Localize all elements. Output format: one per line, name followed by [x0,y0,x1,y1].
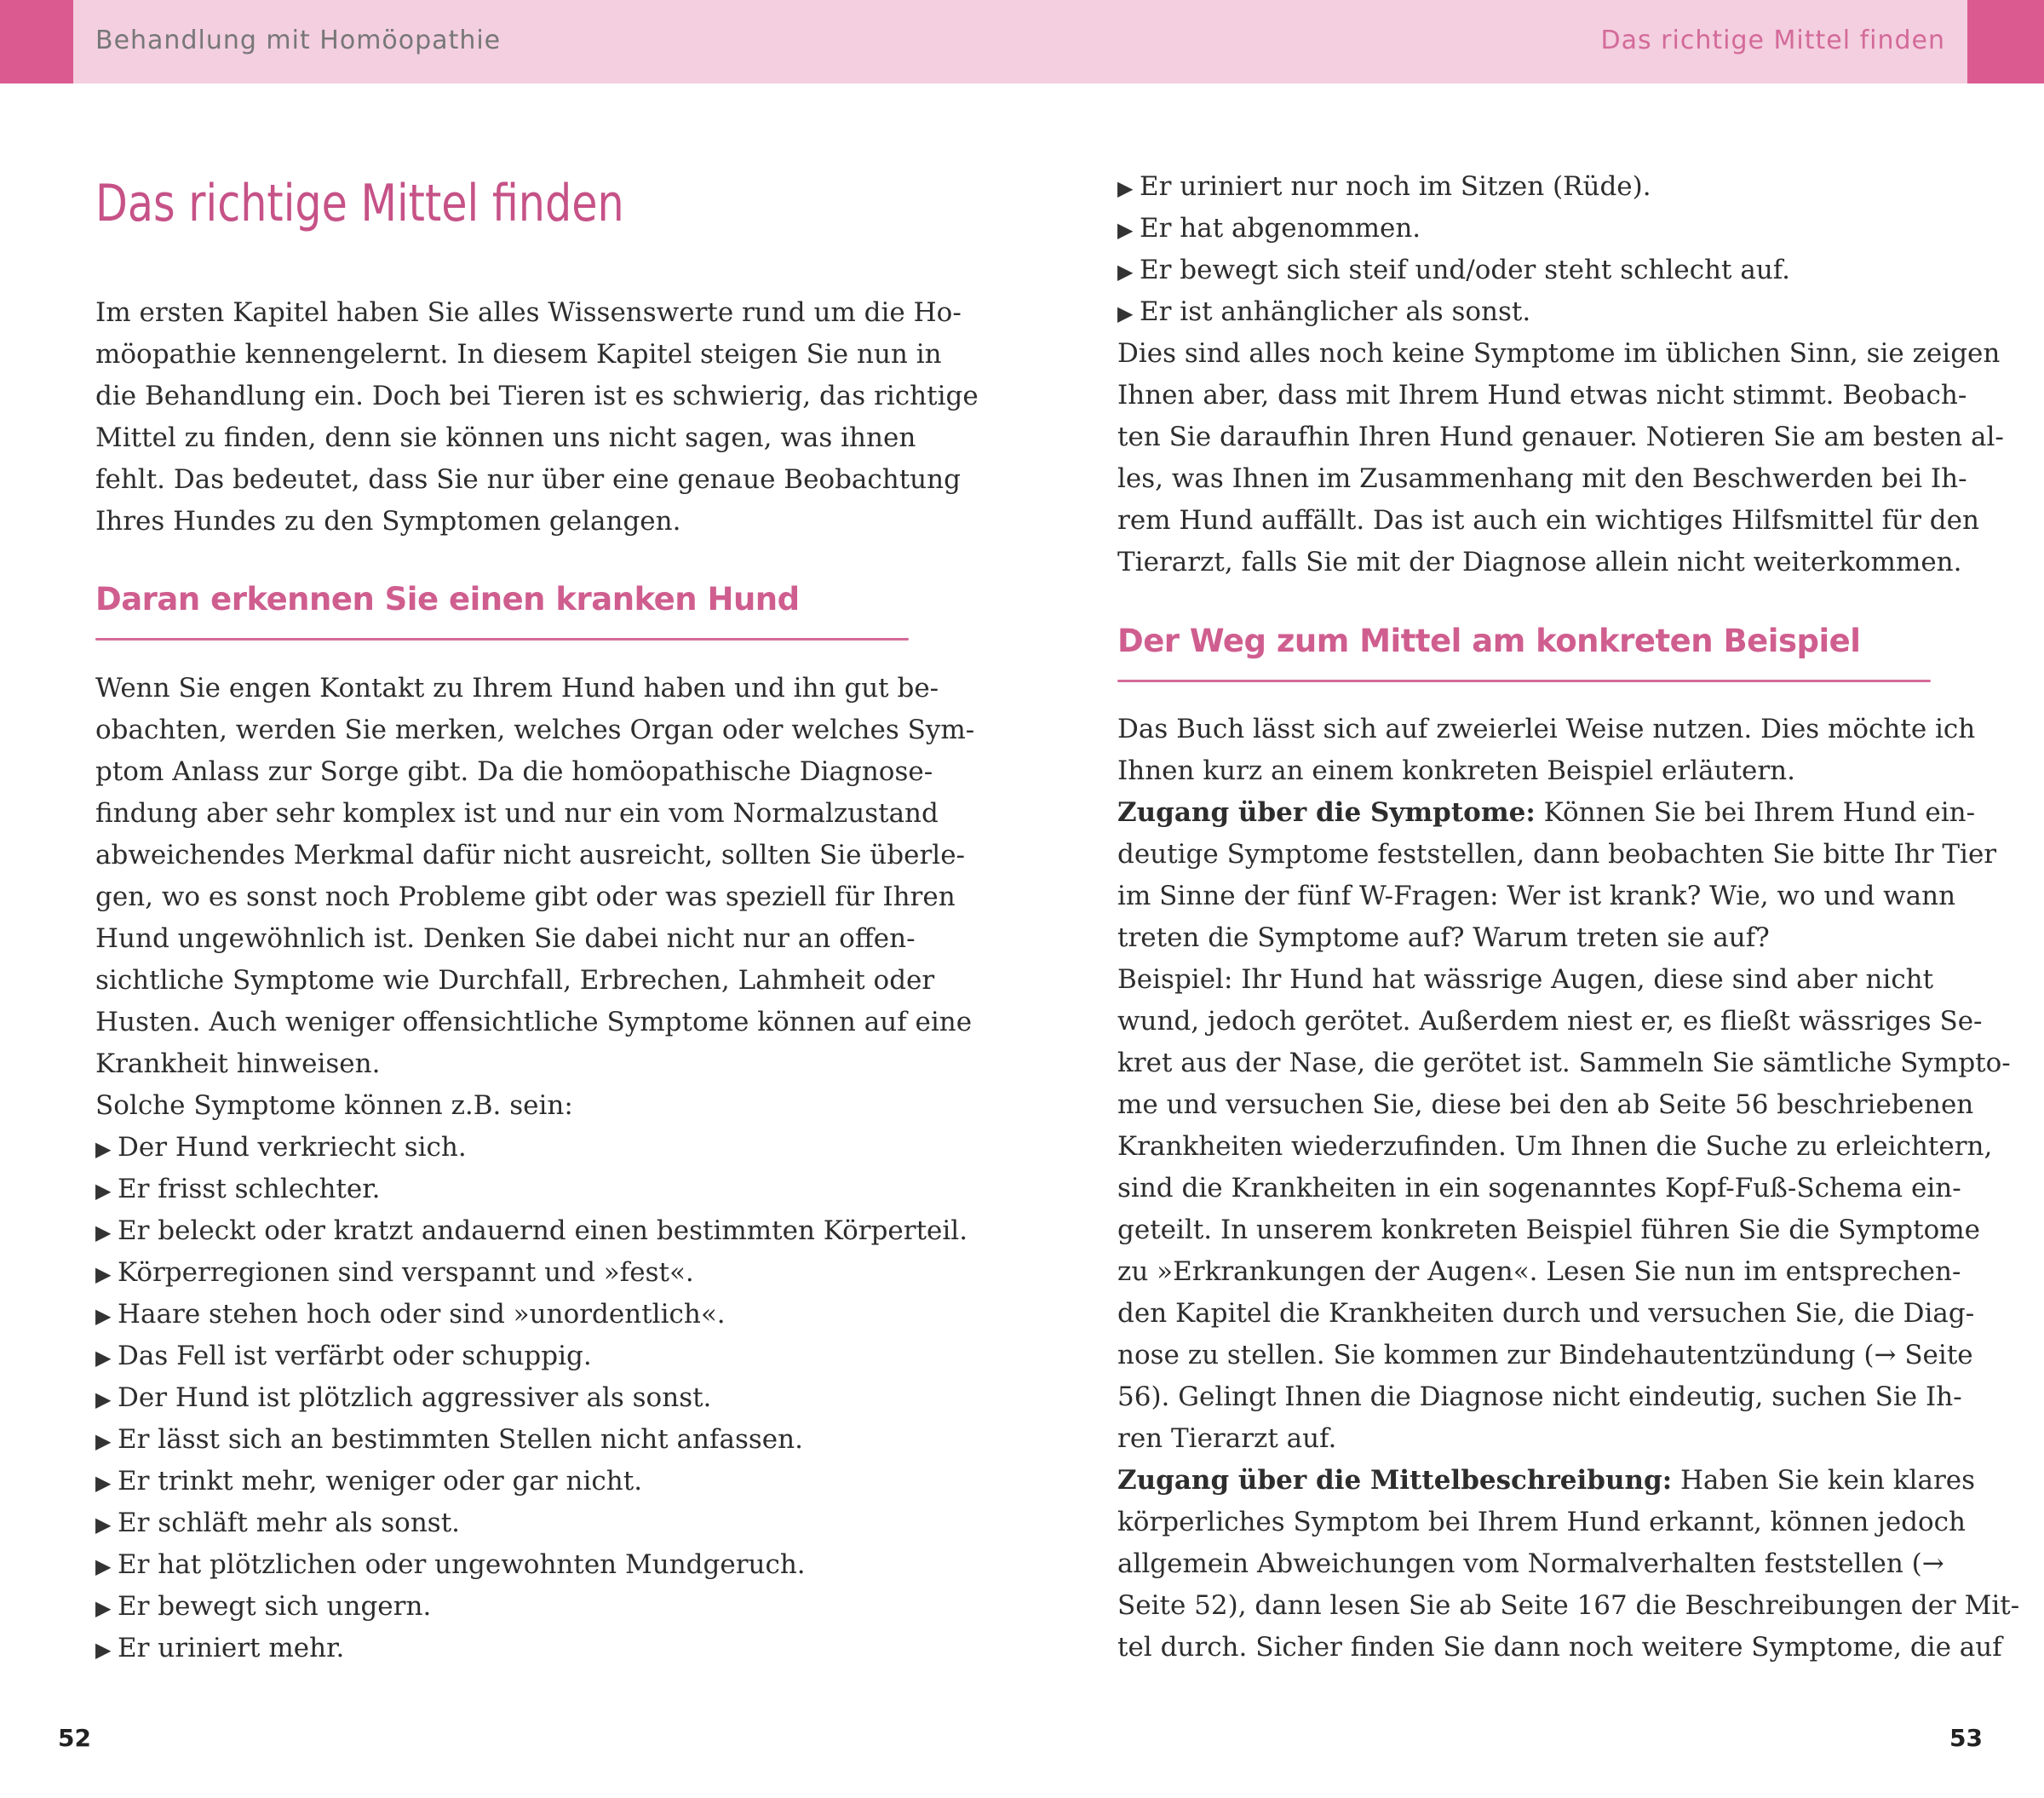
triangle-bullet-icon: ▶ [1117,218,1134,242]
text-line: Husten. Auch weniger offensichtliche Symptome können auf eine [95,1007,973,1037]
list-item: ▶ Er bewegt sich ungern. [95,1586,939,1628]
triangle-bullet-icon: ▶ [95,1596,112,1620]
list-item: ▶ Er hat plötzlichen oder ungewohnten Mundgeruch. [95,1544,939,1586]
triangle-bullet-icon: ▶ [95,1638,112,1662]
text-line: Ihnen aber, dass mit Ihrem Hund etwas nicht stimmt. Beobach- [1117,380,1967,411]
text-line: tel durch. Sicher finden Sie dann noch weitere Symptome, die auf [1117,1632,2002,1663]
list-item: ▶ Er beleckt oder kratzt andauernd einen bestimmten Körperteil. [95,1210,939,1252]
text-line: Ihres Hundes zu den Symptomen gelangen. [95,506,681,537]
text-line: abweichendes Merkmal dafür nicht ausreicht, sollten Sie überle- [95,840,966,870]
text-line: den Kapitel die Krankheiten durch und versuchen Sie, die Diag- [1117,1298,1975,1329]
text-line: im Sinne der fünf W-Fragen: Wer ist krank? Wie, wo und wann [1117,881,1956,911]
text-line: ten Sie daraufhin Ihren Hund genauer. Notieren Sie am besten al- [1117,422,2004,452]
text-line: allgemein Abweichungen vom Normalverhalten feststellen (→ [1117,1548,1944,1579]
list-item: ▶ Er schläft mehr als sonst. [95,1502,939,1544]
header-edge-right [1967,0,2044,83]
text-line: Seite 52), dann lesen Sie ab Seite 167 die Beschreibungen der Mit- [1117,1590,2020,1621]
text-line: Hund ungewöhnlich ist. Denken Sie dabei nicht nur an offen- [95,923,916,954]
text-line: Ihnen kurz an einem konkreten Beispiel erläutern. [1117,755,1795,786]
list-item: ▶ Er uriniert mehr. [95,1628,939,1669]
text-line: geteilt. In unserem konkreten Beispiel führen Sie die Symptome [1117,1215,1981,1245]
access-remedy-lead: Zugang über die Mittelbeschreibung: Haben Sie kein klares [1117,1465,1976,1496]
text-line: kret aus der Nase, die gerötet ist. Sammeln Sie sämtliche Sympto- [1117,1048,2011,1078]
text-line: wund, jedoch gerötet. Außerdem niest er, es fließt wässriges Se- [1117,1006,1983,1037]
text-line: Wenn Sie engen Kontakt zu Ihrem Hund haben und ihn gut be- [95,673,939,704]
text-line: Dies sind alles noch keine Symptome im üblichen Sinn, sie zeigen [1117,338,2001,369]
access-symptoms-lead: Zugang über die Symptome: Können Sie bei Ihrem Hund ein- [1117,797,1976,828]
list-item: ▶ Körperregionen sind verspannt und »fest«. [95,1252,939,1294]
header-edge-left [0,0,73,83]
heading-rule [1117,680,1931,682]
triangle-bullet-icon: ▶ [95,1387,112,1411]
symptom-list [95,1127,968,1669]
intro-paragraph [95,292,979,543]
triangle-bullet-icon: ▶ [95,1554,112,1578]
list-item: ▶ Er trinkt mehr, weniger oder gar nicht. [95,1461,939,1502]
method-paragraphs [1117,709,2020,1669]
triangle-bullet-icon: ▶ [1117,260,1134,284]
text-line: Solche Symptome können z.B. sein: [95,1090,573,1121]
text-line: ptom Anlass zur Sorge gibt. Da die homöopathische Diagnose- [95,756,933,787]
list-item: ▶ Der Hund verkriecht sich. [95,1127,939,1169]
text-line: sichtliche Symptome wie Durchfall, Erbrechen, Lahmheit oder [95,965,935,996]
text-line: die Behandlung ein. Doch bei Tieren ist es schwierig, das richtige [95,381,979,411]
text-line: sind die Krankheiten in ein sogenanntes Kopf-Fuß-Schema ein- [1117,1173,1961,1203]
text-line: Im ersten Kapitel haben Sie alles Wissenswerte rund um die Ho- [95,297,962,328]
triangle-bullet-icon: ▶ [95,1137,112,1161]
text-line: Krankheit hinweisen. [95,1048,381,1079]
text-line: findung aber sehr komplex ist und nur ein vom Normalzustand [95,798,939,829]
triangle-bullet-icon: ▶ [1117,302,1134,325]
text-line: gen, wo es sonst noch Probleme gibt oder was speziell für Ihren [95,882,956,912]
page-number-right: 53 [1949,1724,1983,1752]
list-item: ▶ Das Fell ist verfärbt oder schuppig. [95,1336,939,1377]
triangle-bullet-icon: ▶ [95,1346,112,1370]
triangle-bullet-icon: ▶ [95,1304,112,1328]
list-item: ▶ Er bewegt sich steif und/oder steht schlecht auf. [1117,250,1961,291]
section-heading: Der Weg zum Mittel am konkreten Beispiel [1117,623,1861,659]
list-item: ▶ Er uriniert nur noch im Sitzen (Rüde). [1117,166,1961,208]
text-line: ren Tierarzt auf. [1117,1423,1337,1454]
list-item: ▶ Der Hund ist plötzlich aggressiver als sonst. [95,1377,939,1419]
text-line: Mittel zu finden, denn sie können uns nicht sagen, was ihnen [95,422,916,453]
text-line: Tierarzt, falls Sie mit der Diagnose allein nicht weiterkommen. [1117,547,1962,577]
triangle-bullet-icon: ▶ [1117,176,1134,200]
text-line: Das Buch lässt sich auf zweierlei Weise nutzen. Dies möchte ich [1117,714,1976,744]
header-section-title: Das richtige Mittel finden [1600,26,1945,55]
text-line: obachten, werden Sie merken, welches Organ oder welches Sym- [95,715,975,745]
text-line: fehlt. Das bedeutet, dass Sie nur über eine genaue Beobachtung [95,464,961,495]
triangle-bullet-icon: ▶ [95,1179,112,1203]
list-item: ▶ Er ist anhänglicher als sonst. [1117,291,1961,333]
triangle-bullet-icon: ▶ [95,1513,112,1537]
triangle-bullet-icon: ▶ [95,1221,112,1244]
text-line: les, was Ihnen im Zusammenhang mit den Beschwerden bei Ih- [1117,463,1967,494]
heading-rule [95,638,909,641]
continued-list [1117,166,2004,583]
text-line: Krankheiten wiederzufinden. Um Ihnen die Suche zu erleichtern, [1117,1131,1993,1162]
text-line: Beispiel: Ihr Hund hat wässrige Augen, diese sind aber nicht [1117,964,1934,995]
text-line: deutige Symptome feststellen, dann beobachten Sie bitte Ihr Tier [1117,839,1997,870]
text-line: rem Hund auffällt. Das ist auch ein wichtiges Hilfsmittel für den [1117,505,1979,536]
list-item: ▶ Er lässt sich an bestimmten Stellen nicht anfassen. [95,1419,939,1461]
list-item: ▶ Haare stehen hoch oder sind »unordentlich«. [95,1294,939,1336]
triangle-bullet-icon: ▶ [95,1471,112,1495]
page-title: Das richtige Mittel finden [95,174,624,233]
access-remedy-label: Zugang über die Mittelbeschreibung: [1117,1465,1673,1496]
page-number-left: 52 [58,1724,91,1752]
text-line: me und versuchen Sie, diese bei den ab Seite 56 beschriebenen [1117,1089,1974,1120]
triangle-bullet-icon: ▶ [95,1262,112,1286]
access-symptoms-label: Zugang über die Symptome: [1117,797,1536,828]
text-line: möopathie kennengelernt. In diesem Kapitel steigen Sie nun in [95,339,942,370]
text-line: 56). Gelingt Ihnen die Diagnose nicht eindeutig, suchen Sie Ih- [1117,1382,1962,1412]
section-heading: Daran erkennen Sie einen kranken Hund [95,581,800,618]
text-line: zu »Erkrankungen der Augen«. Lesen Sie nun im entsprechen- [1117,1256,1961,1287]
text-line: körperliches Symptom bei Ihrem Hund erkannt, können jedoch [1117,1507,1966,1537]
list-item: ▶ Er frisst schlechter. [95,1169,939,1210]
header-chapter-title: Behandlung mit Homöopathie [95,26,502,55]
list-item: ▶ Er hat abgenommen. [1117,208,1961,250]
text-line: treten die Symptome auf? Warum treten sie auf? [1117,922,1770,953]
body-paragraph [95,668,975,1669]
text-line: nose zu stellen. Sie kommen zur Bindehautentzündung (→ Seite [1117,1340,1973,1370]
running-header [0,0,2044,83]
triangle-bullet-icon: ▶ [95,1429,112,1453]
